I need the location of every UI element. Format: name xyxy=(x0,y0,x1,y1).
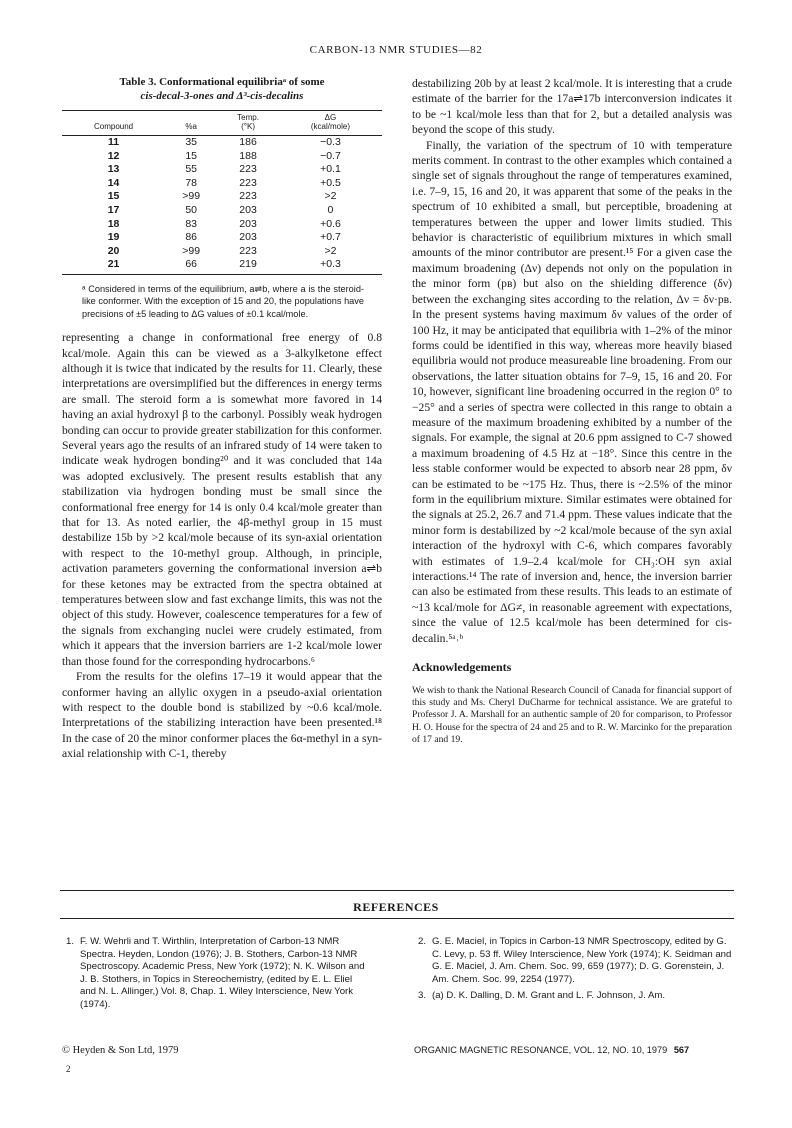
table-caption xyxy=(62,76,382,104)
reference-number: 2. xyxy=(418,936,427,947)
reference-item xyxy=(418,936,736,986)
pct-cell: 55 xyxy=(185,163,198,176)
reference-item xyxy=(418,990,736,1003)
temp-cell: 223 xyxy=(239,163,257,176)
body-paragraph: destabilizing 20b by at least 2 kcal/mole. It is interesting that a crude estimate of the barrier for the 17a⇌17b interconversion indicates it to be ~1 kcal/mole less than that for 2, but a detailed analysis was beyond the scope of this study. xyxy=(412,77,732,137)
body-paragraph: From the results for the olefins 17–19 it would appear that the conformer having an allylic oxygen in a pseudo-axial orientation with respect to the double bond is stabilized by ~0.6 kcal/mole. Interpretations of the stabilizing interaction have been presented.¹⁸ In the case of 20 the minor conformer places the 6α-methyl in a syn-axial relationship with C-1, thereby xyxy=(62,670,382,761)
temp-cell: 223 xyxy=(239,244,257,257)
table-row xyxy=(62,203,382,217)
temp-cell: 203 xyxy=(239,231,257,244)
footer-journal xyxy=(414,1045,689,1055)
pct-cell: 83 xyxy=(185,217,198,230)
col-header-temp: Temp. (°K) xyxy=(217,111,279,136)
col-header-dg: ΔG (kcal/mole) xyxy=(279,111,382,136)
compound-cell: 17 xyxy=(107,203,120,216)
temp-cell: 223 xyxy=(239,176,257,189)
left-column xyxy=(62,76,382,762)
footer-copyright: © Heyden & Son Ltd, 1979 xyxy=(62,1045,179,1056)
reference-number: 3. xyxy=(418,990,427,1002)
dg-cell: +0.1 xyxy=(320,163,341,176)
temp-cell: 203 xyxy=(239,203,257,216)
table-row xyxy=(62,149,382,163)
compound-cell: 18 xyxy=(107,217,120,230)
right-column xyxy=(412,76,732,746)
temp-cell: 223 xyxy=(239,190,257,203)
references-right xyxy=(418,936,736,1007)
col-header-pct: %a xyxy=(165,111,217,136)
pct-cell: 50 xyxy=(185,203,198,216)
temp-cell: 219 xyxy=(217,258,279,275)
left-body xyxy=(62,330,382,761)
compound-cell: 11 xyxy=(108,136,120,148)
dg-cell: +0.5 xyxy=(320,176,341,189)
pct-cell: >99 xyxy=(182,244,201,257)
acknowledgements-heading: Acknowledgements xyxy=(412,660,512,675)
table-row xyxy=(62,163,382,177)
dg-cell: >2 xyxy=(324,190,337,203)
reference-text: G. E. Maciel, in Topics in Carbon-13 NMR Spectroscopy, edited by G. C. Levy, p. 53 ff. Wiley Interscience, New York (1974); K. Seidman and G. E. Maciel, J. Am. Chem. Soc. 99, 659 (1977); D. G. Gorenstein, J. Am. Chem. Soc. 99, 2254 (1977). xyxy=(432,936,732,985)
table-row xyxy=(62,176,382,190)
body-paragraph: representing a change in conformational free energy of 0.8 kcal/mole. Again this can be viewed as a 3-alkylketone effect although it is twice that indicated by the results for 11. Clearly, these interpretations are oversimplified but the differences in energy terms are small. The steroid form a is somewhat more favored in 14 having an axial hydroxyl β to the carbonyl. Possibly weak hydrogen bonding can occur to provide greater stabilization for this conformer. Several years ago the results of an infrared study of 14 were taken to indicate weak hydrogen bonding²⁰ and it was concluded that 14a was adopted exclusively. The present results establish that any stabilization via hydrogen bonding must be small since the conformational free energy for 14 is only 0.4 kcal/mole greater than that for 13. As noted earlier, the 4β-methyl group in 15 must destabilize 15b by >2 kcal/mole because of its syn-axial orientation with respect to the 10-methyl group. Although, in principle, activation parameters governing the conformational inversion a⇌b for these ketones may be extracted from the spectra obtained at temperatures between slow and fast exchange limits, this was not the object of this study. However, coalescence temperatures for a few of the signals from exchanging nuclei were crudely estimated, from which it appears that the inversion barriers are 1-2 kcal/mole lower than those found for the corresponding hydrocarbons.⁶ xyxy=(62,331,383,668)
table-footnote: ᵃ Considered in terms of the equilibrium, a⇌b, where a is the steroid-like conformer. With the exception of 15 and 20, the populations have precisions of ±5 leading to ΔG values of ±0.1 kcal/mole. xyxy=(82,283,364,319)
table-row xyxy=(62,190,382,204)
dg-cell: −0.3 xyxy=(320,136,341,148)
reference-text: (a) D. K. Dalling, D. M. Grant and L. F. Johnson, J. Am. xyxy=(432,990,666,1002)
table-row xyxy=(62,217,382,231)
body-paragraph: Finally, the variation of the spectrum of 10 with temperature merits comment. In contrast to the other examples which contained a single set of signals throughout the range of temperatures examined, i.e. 7–9, 15, 16 and 20, it was apparent that some of the peaks in the spectrum of 10 exhibited a small, but perceptible, broadening at temperatures between the upper and lower limits studied. This behavior is characteristic of equilibrium mixtures in which small amounts of the minor contributor are present.¹⁵ For a given case the maximum broadening (Δν) depends not only on the population in the minor form (pʙ) but also on the shielding difference (δν) between the exchanging sites according to the relation, Δν = δν·pʙ. In the present systems having maximum δν values of the order of 100 Hz, it may be anticipated that equilibria with 1–2% of the minor forms could be identified in this way, whereas more heavily biased equilibria would not produce measureable line broadening. From our observations, the latter situation obtains for 7–9, 15, 16 and 20. For 10, however, significant line broadening occurred in the region 0° to −25° and a series of spectra were collected in this range to obtain a measure of the maximum broadening exhibited by a number of the signals. For example, the signal at 20.6 ppm assigned to C-7 showed a maximum broadening of 4.5 Hz at −18°. Since this centre in the less stable conformer would be expected to absorb near 28 ppm, δν can be estimated to be ~175 Hz. Thus, there is ~2.5% of the minor form in the equilibrium mixture. Similar estimates were obtained for the signals at 25.2, 26.7 and 71.4 ppm. These values indicate that the minor form is destabilized by ~2 kcal/mole because of the syn axial interaction of the hydroxyl with C-6, which compares favorably with estimates of 1.9–2.4 kcal/mole for CH₃:OH syn axial interactions.¹⁴ The rate of inversion and, hence, the inversion barrier can also be estimated from these results. This leads to an estimate of ~13 kcal/mole for ΔG≠, in reasonable agreement with expectations, since the value of 12.5 kcal/mole has been determined for cis-decalin.⁵ᵃ˒ᵇ xyxy=(412,138,732,645)
references-rule-bottom xyxy=(60,918,734,919)
table-row xyxy=(62,244,382,258)
pct-cell: 35 xyxy=(185,136,198,148)
table-row xyxy=(62,258,382,275)
pct-cell: >99 xyxy=(182,190,201,203)
compound-cell: 19 xyxy=(107,231,120,244)
footer-code: 2 xyxy=(66,1064,71,1074)
footer-journal-name: ORGANIC MAGNETIC RESONANCE, VOL. 12, NO. 10, 1979 xyxy=(414,1045,668,1055)
acknowledgements-text: We wish to thank the National Research Council of Canada for financial support of this study and Ms. Cheryl DuCharme for technical assistance. We are grateful to Professor J. A. Marshall for an authentic sample of 20 for comparison, to Professor H. O. House for the spectra of 24 and 25 and to R. W. Marcinko for the preparation of 17 and 19. xyxy=(412,685,732,745)
dg-cell: 0 xyxy=(327,203,334,216)
pct-cell: 78 xyxy=(185,176,198,189)
table-row xyxy=(62,135,382,149)
table-row xyxy=(62,231,382,245)
conformational-equilibria-table xyxy=(62,110,382,275)
dg-cell: −0.7 xyxy=(320,149,341,162)
compound-cell: 20 xyxy=(107,244,120,257)
dg-cell: +0.6 xyxy=(320,217,341,230)
dg-cell: +0.7 xyxy=(320,231,341,244)
table-caption-subtitle: cis-decal-3-ones and Δ³-cis-decalins xyxy=(140,89,304,102)
temp-cell: 203 xyxy=(239,217,257,230)
pct-cell: 66 xyxy=(165,258,217,275)
references-heading: REFERENCES xyxy=(353,900,439,914)
references-left xyxy=(66,936,366,1016)
reference-item xyxy=(66,936,366,1012)
footer-page-number: 567 xyxy=(673,1045,690,1055)
dg-cell: >2 xyxy=(324,244,337,257)
temp-cell: 188 xyxy=(239,149,257,162)
reference-number: 1. xyxy=(66,936,75,947)
compound-cell: 13 xyxy=(107,163,120,176)
pct-cell: 86 xyxy=(185,231,198,244)
temp-cell: 186 xyxy=(239,136,257,148)
reference-text: F. W. Wehrli and T. Wirthlin, Interpretation of Carbon-13 NMR Spectra. Heyden, London (1976); J. B. Stothers, Carbon-13 NMR Spectroscopy. Academic Press, New York (1972); N. K. Wilson and J. B. Stothers, in Topics in Stereochemistry, (edited by E. L. Eliel and N. L. Allinger,) Vol. 8, Chap. 1. Wiley Interscience, New York (1974). xyxy=(80,936,365,1010)
table-caption-title: Table 3. Conformational equilibriaᵃ of some xyxy=(119,76,325,88)
col-header-compound: Compound xyxy=(62,111,165,136)
compound-cell: 21 xyxy=(62,258,165,275)
compound-cell: 15 xyxy=(107,190,120,203)
compound-cell: 14 xyxy=(107,176,120,189)
table-body xyxy=(62,135,382,274)
running-head: CARBON-13 NMR STUDIES—82 xyxy=(309,44,483,56)
dg-cell: +0.3 xyxy=(279,258,382,275)
compound-cell: 12 xyxy=(107,149,120,162)
references-rule-top xyxy=(60,890,734,891)
pct-cell: 15 xyxy=(185,149,198,162)
